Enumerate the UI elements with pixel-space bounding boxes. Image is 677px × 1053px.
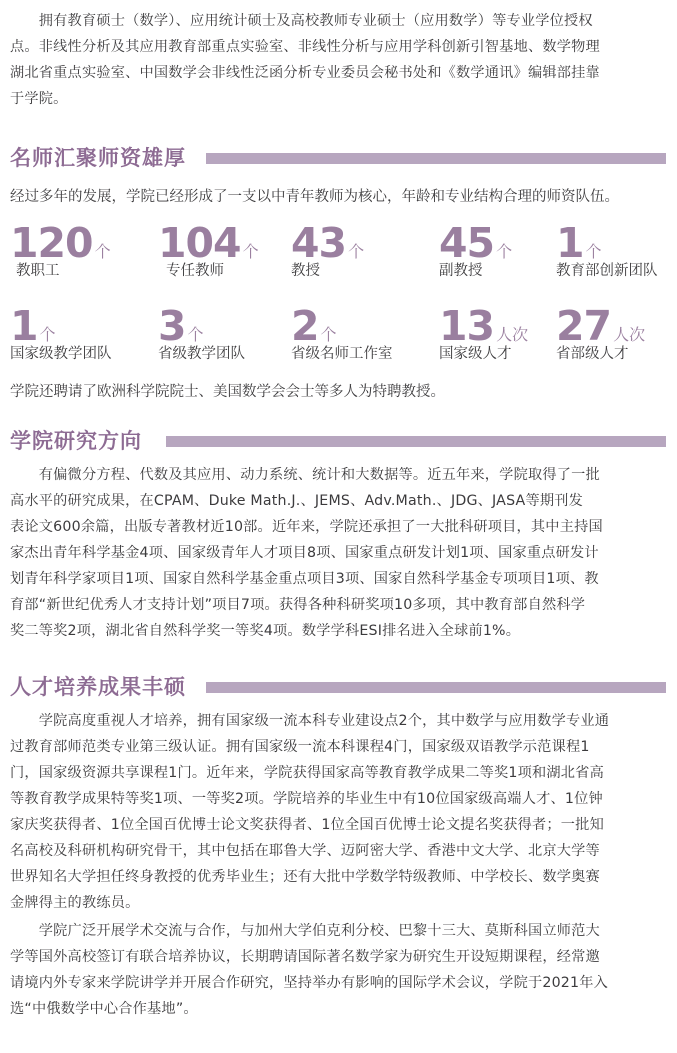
text-line: 学院广泛开展学术交流与合作，与加州大学伯克利分校、巴黎十三大、莫斯科国立师范大 (10, 923, 600, 939)
text-line: 过教育部师范类专业第三级认证。拥有国家级一流本科课程4门，国家级双语教学示范课程1 (10, 739, 590, 755)
stat-number: 1 (10, 302, 38, 350)
text-line: 名高校及科研机构研究骨干，其中包括在耶鲁大学、迈阿密大学、香港中文大学、北京大学等 (10, 843, 600, 859)
text-line: 有偏微分方程、代数及其应用、动力系统、统计和大数据等。近五年来，学院取得了一批 (10, 467, 600, 483)
faculty-intro: 经过多年的发展，学院已经形成了一支以中青年教师为核心，年龄和专业结构合理的师资队伍。 (10, 189, 619, 205)
text-line: 奖二等奖2项，湖北省自然科学奖一等奖4项。数学学科ESI排名进入全球前1%。 (10, 623, 521, 639)
text-line: 选“中俄数学中心合作基地”。 (10, 1001, 198, 1017)
talent-paragraph-2 (10, 918, 666, 1022)
stat-associate-professors (439, 221, 512, 281)
stat-provincial-master-studio (291, 304, 393, 364)
text-line: 家杰出青年科学基金4项、国家级青年人才项目8项、国家重点研发计划1项、国家重点研发计 (10, 545, 599, 561)
section-title: 人才培养成果丰硕 (10, 675, 186, 699)
text-line: 等教育教学成果特等奖1项、一等奖2项。学院培养的毕业生中有10位国家级高端人才、1位钟 (10, 791, 603, 807)
stat-fulltime-teachers (158, 221, 259, 281)
stat-unit: 人次 (613, 325, 646, 344)
stat-label: 专任教师 (166, 263, 224, 279)
stat-number: 3 (158, 302, 186, 350)
research-paragraph (10, 462, 666, 644)
text-line: 表论文600余篇，出版专著教材近10部。近年来，学院还承担了一大批科研项目，其中主持国 (10, 519, 603, 535)
stat-unit: 个 (94, 242, 111, 261)
text-line: 请境内外专家来学院讲学并开展合作研究，坚持举办有影响的国际学术会议，学院于2021年入 (10, 975, 609, 991)
section-header-research (10, 424, 666, 458)
text-line: 学院高度重视人才培养，拥有国家级一流本科专业建设点2个，其中数学与应用数学专业通 (10, 713, 610, 729)
text-line: 育部“新世纪优秀人才支持计划”项目7项。获得各种科研奖项10多项，其中教育部自然科学 (10, 597, 586, 613)
stat-moe-innovation-team (556, 221, 658, 281)
text-line: 湖北省重点实验室、中国数学会非线性泛函分析专业委员会秘书处和《数学通讯》编辑部挂靠 (10, 65, 600, 81)
section-divider-bar (206, 153, 666, 164)
stat-unit: 个 (187, 325, 204, 344)
text-line: 世界知名大学担任终身教授的优秀毕业生；还有大批中学数学特级教师、中学校长、数学奥赛 (10, 869, 600, 885)
stat-unit: 个 (242, 242, 259, 261)
section-header-talent (10, 670, 666, 704)
stat-unit: 个 (585, 242, 602, 261)
section-title: 名师汇聚师资雄厚 (10, 146, 186, 170)
stat-staff (10, 221, 111, 281)
intro-paragraph (10, 8, 666, 112)
text-line: 高水平的研究成果，在CPAM、Duke Math.J.、JEMS、Adv.Math.、JDG、JASA等期刊发 (10, 493, 583, 509)
stat-unit: 个 (39, 325, 56, 344)
stat-label: 省级教学团队 (158, 346, 245, 362)
talent-paragraph-1 (10, 708, 666, 916)
stat-label: 教授 (291, 263, 320, 279)
stat-provincial-teaching-team (158, 304, 245, 364)
stat-number: 43 (291, 219, 347, 267)
stat-number: 104 (158, 219, 241, 267)
text-line: 金牌得主的教练员。 (10, 895, 140, 911)
stat-number: 27 (556, 302, 612, 350)
section-title: 学院研究方向 (10, 429, 142, 453)
text-line: 划青年科学家项目1项、国家自然科学基金重点项目3项、国家自然科学基金专项项目1项、教 (10, 571, 599, 587)
stat-number: 1 (556, 219, 584, 267)
faculty-outro: 学院还聘请了欧洲科学院院士、美国数学会会士等多人为特聘教授。 (10, 384, 445, 400)
stat-label: 省级名师工作室 (291, 346, 393, 362)
stat-number: 45 (439, 219, 495, 267)
stat-label: 教职工 (16, 263, 60, 279)
text-line: 点。非线性分析及其应用教育部重点实验室、非线性分析与应用学科创新引智基地、数学物理 (10, 39, 600, 55)
text-line: 学等国外高校签订有联合培养协议，长期聘请国际著名数学家为研究生开设短期课程，经常邀 (10, 949, 600, 965)
stat-unit: 人次 (496, 325, 529, 344)
stat-provincial-talents (556, 304, 645, 364)
stat-number: 2 (291, 302, 319, 350)
stat-unit: 个 (496, 242, 513, 261)
section-divider-bar (206, 682, 666, 693)
stat-national-talents (439, 304, 528, 364)
text-line: 拥有教育硕士（数学）、应用统计硕士及高校教师专业硕士（应用数学）等专业学位授权 (10, 13, 593, 29)
text-line: 家庆奖获得者、1位全国百优博士论文奖获得者、1位全国百优博士论文提名奖获得者；一批知 (10, 817, 604, 833)
stat-label: 教育部创新团队 (556, 263, 658, 279)
stat-unit: 个 (320, 325, 337, 344)
stat-label: 国家级人才 (439, 346, 512, 362)
stat-number: 13 (439, 302, 495, 350)
stat-professors (291, 221, 364, 281)
section-header-faculty (10, 141, 666, 175)
stat-label: 省部级人才 (556, 346, 629, 362)
stat-label: 副教授 (439, 263, 483, 279)
stat-national-teaching-team (10, 304, 112, 364)
text-line: 门，国家级资源共享课程1门。近年来，学院获得国家高等教育教学成果二等奖1项和湖北省高 (10, 765, 604, 781)
text-line: 于学院。 (10, 91, 68, 107)
stat-label: 国家级教学团队 (10, 346, 112, 362)
stat-unit: 个 (348, 242, 365, 261)
stat-number: 120 (10, 219, 93, 267)
section-divider-bar (166, 436, 666, 447)
